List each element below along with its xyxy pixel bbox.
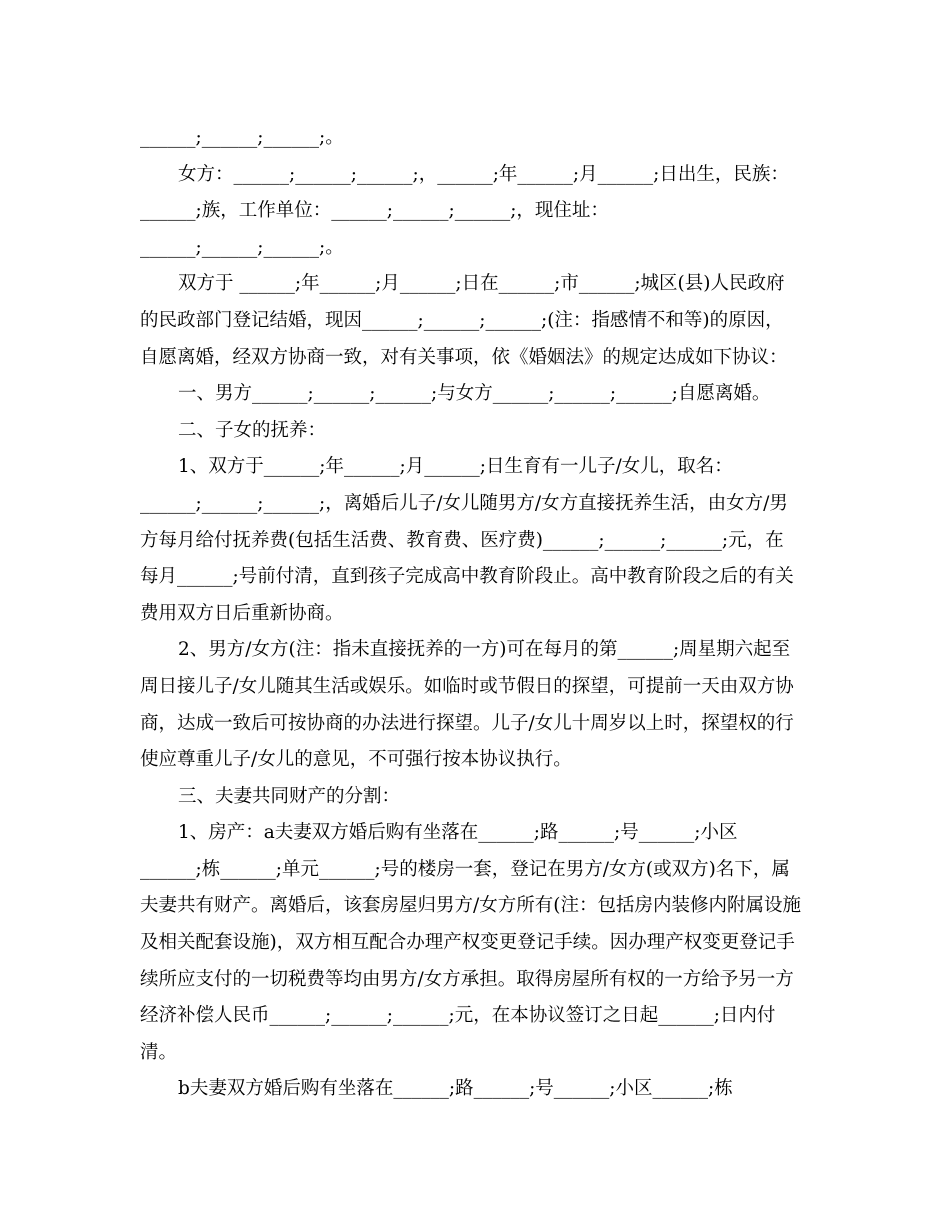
text-line: ______;栋______;单元______;号的楼房一套，登记在男方/女方(或双方)名下，属 (140, 858, 790, 880)
text-line: 1、双方于______;年______;月______;日生育有一儿子/女儿，取名： (178, 456, 733, 478)
text-line: 方每月给付抚养费(包括生活费、教育费、医疗费)______;______;______;元，在 (140, 529, 784, 551)
text-line: 每月______;号前付清，直到孩子完成高中教育阶段止。高中教育阶段之后的有关 (140, 566, 794, 588)
text-line: 自愿离婚，经双方协商一致，对有关事项，依《婚姻法》的规定达成如下协议： (140, 346, 788, 368)
text-line: ______;______;______;。 (140, 236, 344, 258)
text-line: 的民政部门登记结婚，现因______;______;______;(注：指感情不和等)的原因， (140, 309, 784, 331)
text-line: 商，达成一致后可按协商的办法进行探望。儿子/女儿十周岁以上时，探望权的行 (140, 712, 794, 734)
text-line: 双方于 ______;年______;月______;日在______;市______;城区(县)人民政府 (178, 273, 785, 295)
text-line: 经济补偿人民币______;______;______;元，在本协议签订之日起______;日内付 (140, 1005, 776, 1027)
text-line: 使应尊重儿子/女儿的意见，不可强行按本协议执行。 (140, 749, 572, 771)
section-heading: 三、夫妻共同财产的分割： (178, 785, 401, 807)
text-line: 女方：______;______;______;，______;年______;月______;日出生，民族： (178, 163, 789, 185)
text-line: 1、房产：a夫妻双方婚后购有坐落在______;路______;号______;小区 (178, 822, 738, 844)
text-line: 夫妻共有财产。离婚后，该套房屋归男方/女方所有(注：包括房内装修内附属设施 (140, 895, 801, 917)
text-line: ______;______;______;，离婚后儿子/女儿随男方/女方直接抚养生活，由女方/男 (140, 492, 788, 514)
text-line: 续所应支付的一切税费等均由男方/女方承担。取得房屋所有权的一方给予另一方 (140, 968, 794, 990)
text-line: b夫妻双方婚后购有坐落在______;路______;号______;小区______;栋 (178, 1078, 733, 1100)
text-line: 及相关配套设施)，双方相互配合办理产权变更登记手续。因办理产权变更登记手 (140, 932, 795, 954)
text-line: 一、男方______;______;______;与女方______;______;______;自愿离婚。 (178, 383, 771, 405)
text-line: 周日接儿子/女儿随其生活或娱乐。如临时或节假日的探望，可提前一天由双方协 (140, 675, 794, 697)
text-line: 费用双方日后重新协商。 (140, 602, 344, 624)
document-body (140, 120, 816, 1108)
text-line: ______;______;______;。 (140, 127, 344, 148)
section-heading: 二、子女的抚养： (178, 419, 327, 441)
text-line: ______;族，工作单位：______;______;______;，现住址： (140, 200, 609, 222)
text-line: 清。 (140, 1041, 178, 1063)
text-line: 2、男方/女方(注：指未直接抚养的一方)可在每月的第______;周星期六起至 (178, 639, 791, 661)
